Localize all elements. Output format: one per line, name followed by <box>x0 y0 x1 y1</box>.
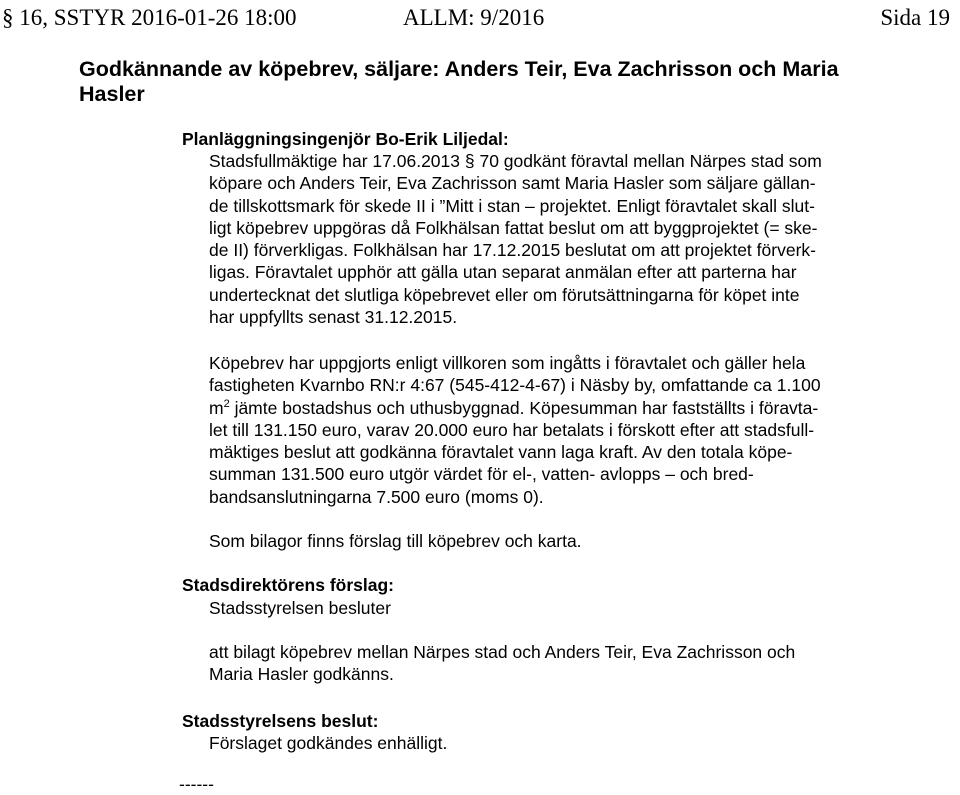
proposal-paragraph <box>209 641 892 686</box>
paragraph-line: de tillskottsmark för skede II i ”Mitt i stan – projektet. Enligt föravtalet skall slut- <box>209 195 815 216</box>
paragraph-line: Köpebrev har uppgjorts enligt villkoren som ingåtts i föravtalet och gäller hela <box>209 353 806 373</box>
engineer-paragraph-1 <box>209 150 892 328</box>
board-decision-heading: Stadsstyrelsens beslut: <box>182 711 379 731</box>
paragraph-line: ligt köpebrev uppgöras då Folkhälsan fattat beslut om att byggprojektet (= ske- <box>209 217 818 238</box>
director-proposal-text: Stadsstyrelsen besluter <box>209 598 391 618</box>
section-end-marker: ------ <box>179 774 214 794</box>
engineer-paragraph-2 <box>209 352 892 508</box>
paragraph-line: let till 131.150 euro, varav 20.000 euro har betalats i förskott efter att stadsfull- <box>209 419 815 440</box>
board-decision-text: Förslaget godkändes enhälligt. <box>209 733 448 753</box>
paragraph-line: undertecknat det slutliga köpebrevet eller om förutsättningarna för köpet inte <box>209 284 800 305</box>
unit-base: m <box>209 397 224 418</box>
paragraph-line: köpare och Anders Teir, Eva Zachrisson samt Maria Hasler som säljare gällan- <box>209 173 816 194</box>
unit-exponent: 2 <box>223 397 230 410</box>
paragraph-line <box>209 398 818 418</box>
page-number: Sida 19 <box>880 5 950 30</box>
paragraph-line: summan 131.500 euro utgör värdet för el-, vatten- avlopps – och bred- <box>209 464 754 485</box>
attachments-note: Som bilagor finns förslag till köpebrev och karta. <box>209 531 582 551</box>
paragraph-line: har uppfyllts senast 31.12.2015. <box>209 307 458 328</box>
line-continuation: jämte bostadshus och uthusbyggnad. Köpesumman har fastställts i föravta- <box>229 397 819 418</box>
director-proposal-heading: Stadsdirektörens förslag: <box>182 575 394 595</box>
paragraph-line: bandsanslutningarna 7.500 euro (moms 0). <box>209 486 544 507</box>
paragraph-line: Stadsfullmäktige har 17.06.2013 § 70 godkänt föravtal mellan Närpes stad som <box>209 151 822 171</box>
engineer-heading: Planläggningsingenjör Bo-Erik Liljedal: <box>182 129 509 149</box>
paragraph-line: ligas. Föravtalet upphör att gälla utan separat anmälan efter att parterna har <box>209 262 797 283</box>
page-header-document-ref: ALLM: 9/2016 <box>403 5 545 30</box>
paragraph-line: mäktiges beslut att godkänna föravtalet vann laga kraft. Av den totala köpe- <box>209 442 793 463</box>
paragraph-line: att bilagt köpebrev mellan Närpes stad och Anders Teir, Eva Zachrisson och <box>209 642 796 662</box>
paragraph-line: fastigheten Kvarnbo RN:r 4:67 (545-412-4-67) i Näsby by, omfattande ca 1.100 <box>209 375 821 396</box>
paragraph-line: de II) förverkligas. Folkhälsan har 17.12.2015 beslutat om att projektet förverk- <box>209 240 816 261</box>
page-header-section: § 16, SSTYR 2016-01-26 18:00 <box>2 5 297 30</box>
paragraph-line: Maria Hasler godkänns. <box>209 664 394 685</box>
document-title: Godkännande av köpebrev, säljare: Anders Teir, Eva Zachrisson och Maria Hasler <box>79 57 839 106</box>
